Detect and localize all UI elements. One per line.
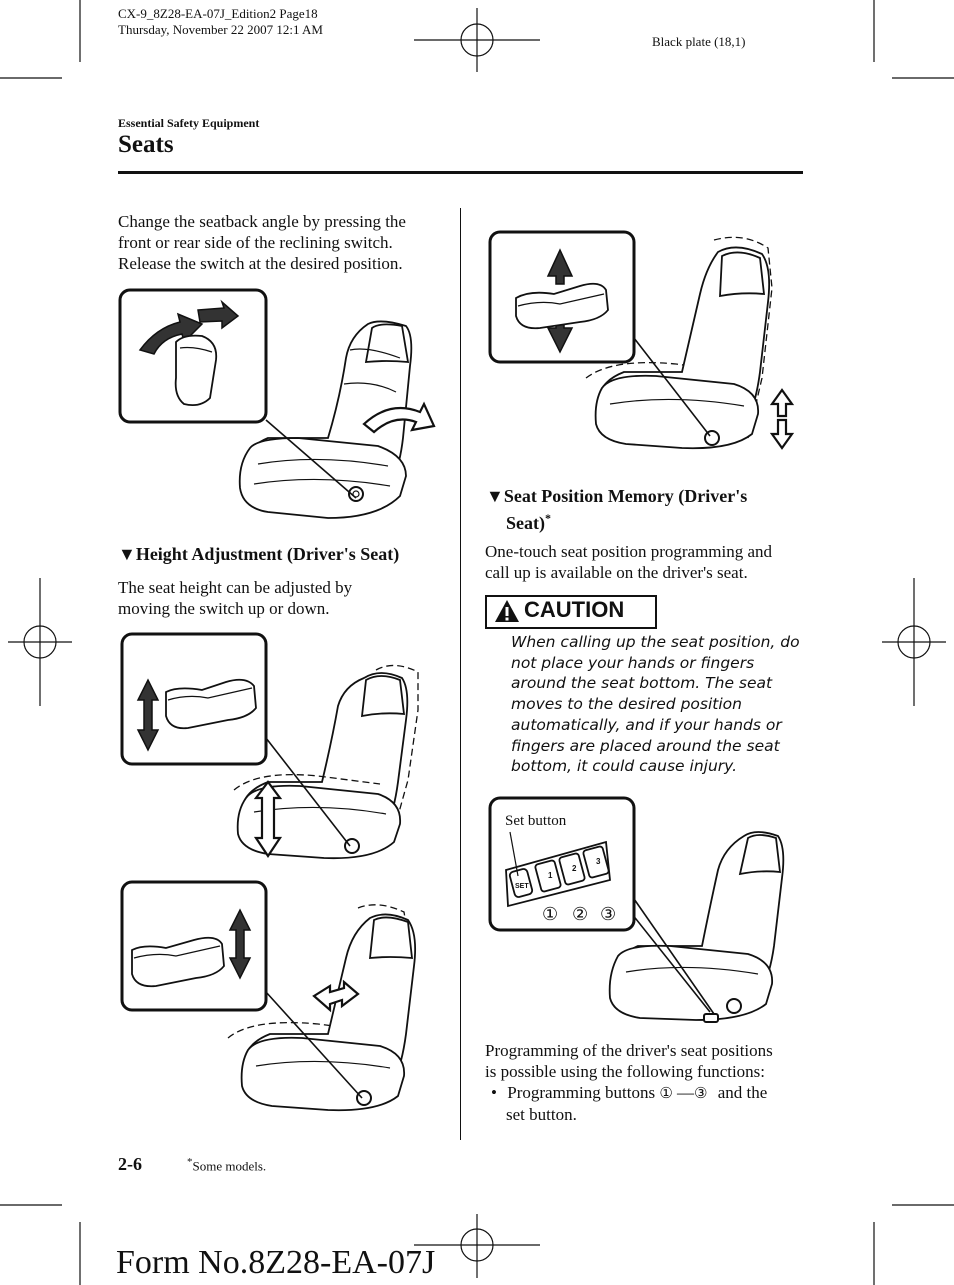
text-line: front or rear side of the reclining switch.	[118, 233, 393, 252]
height-instructions	[118, 577, 458, 619]
footnote-text: Some models.	[192, 1158, 267, 1174]
programming-text	[485, 1040, 815, 1082]
bullet-dash: —	[677, 1083, 695, 1102]
page-title: Seats	[118, 131, 174, 158]
bullet-item	[485, 1082, 815, 1125]
caution-text	[511, 632, 811, 777]
button-2-text: 2	[572, 864, 577, 873]
footnote	[187, 1156, 266, 1174]
memory-heading	[486, 485, 806, 534]
bullet-line2: set button.	[506, 1105, 577, 1124]
column-divider	[460, 208, 461, 1140]
text-line: around the seat bottom. The seat	[511, 674, 773, 693]
text-line: The seat height can be adjusted by	[118, 578, 353, 597]
form-number: Form No.8Z28-EA-07J	[116, 1244, 436, 1281]
caution-label: CAUTION	[524, 597, 625, 622]
memory-heading-line2	[486, 507, 806, 534]
plate-info: Black plate (18,1)	[652, 34, 746, 49]
seat-illustration	[610, 832, 784, 1022]
text-line: moves to the desired position	[511, 695, 742, 714]
text-line: Programming of the driver's seat positions	[485, 1041, 773, 1060]
height-heading: ▼Height Adjustment (Driver's Seat)	[118, 544, 400, 564]
text-line: bottom, it could cause injury.	[511, 757, 738, 776]
file-info-line2: Thursday, November 22 2007 12:1 AM	[118, 22, 323, 37]
text-line: automatically, and if your hands or	[511, 715, 782, 734]
height-right-figure	[486, 228, 806, 458]
text-line: is possible using the following functions:	[485, 1062, 766, 1081]
text-line: not place your hands or fingers	[511, 653, 755, 672]
memory-intro	[485, 541, 815, 583]
height-rear-figure	[118, 878, 438, 1118]
recline-instructions	[118, 211, 458, 274]
warning-triangle-icon	[493, 598, 521, 624]
section-label: Essential Safety Equipment	[118, 116, 260, 130]
height-up-arrow	[772, 390, 792, 416]
text-line: Change the seatback angle by pressing the	[118, 212, 406, 231]
text-line: fingers are placed around the seat	[511, 736, 780, 755]
text-line: call up is available on the driver's seat.	[485, 563, 748, 582]
button-3-text: 3	[596, 857, 601, 866]
set-button-text: SET	[515, 883, 529, 890]
memory-heading-line1: ▼Seat Position Memory (Driver's	[486, 486, 748, 506]
height-down-arrow	[772, 420, 792, 448]
text-line: moving the switch up or down.	[118, 599, 330, 618]
height-front-figure	[118, 630, 438, 865]
text-line: Release the switch at the desired position.	[118, 254, 403, 273]
callout-1: ①	[542, 904, 559, 925]
button-1-text: 1	[548, 871, 553, 880]
memory-heading-asterisk: *	[545, 511, 551, 525]
bullet-text-e: and the	[717, 1083, 768, 1102]
footnote-asterisk: *	[187, 1156, 193, 1168]
set-button-label: Set button	[505, 813, 567, 829]
memory-figure	[486, 796, 806, 1032]
callout-2: ②	[572, 904, 589, 925]
page-number: 2-6	[118, 1154, 142, 1174]
text-line: When calling up the seat position, do	[511, 633, 800, 651]
callout-3: ③	[600, 904, 617, 925]
bullet-mark: •	[491, 1083, 497, 1102]
text-line: One-touch seat position programming and	[485, 542, 773, 561]
bullet-circle-1: ①	[659, 1084, 673, 1102]
bullet-text-a: Programming buttons	[507, 1083, 656, 1102]
memory-heading-line2-text: Seat)	[506, 513, 545, 533]
file-info-line1: CX-9_8Z28-EA-07J_Edition2 Page18	[118, 6, 318, 21]
recline-figure	[118, 288, 440, 523]
title-rule	[118, 171, 803, 174]
bullet-circle-3: ③	[694, 1084, 708, 1102]
